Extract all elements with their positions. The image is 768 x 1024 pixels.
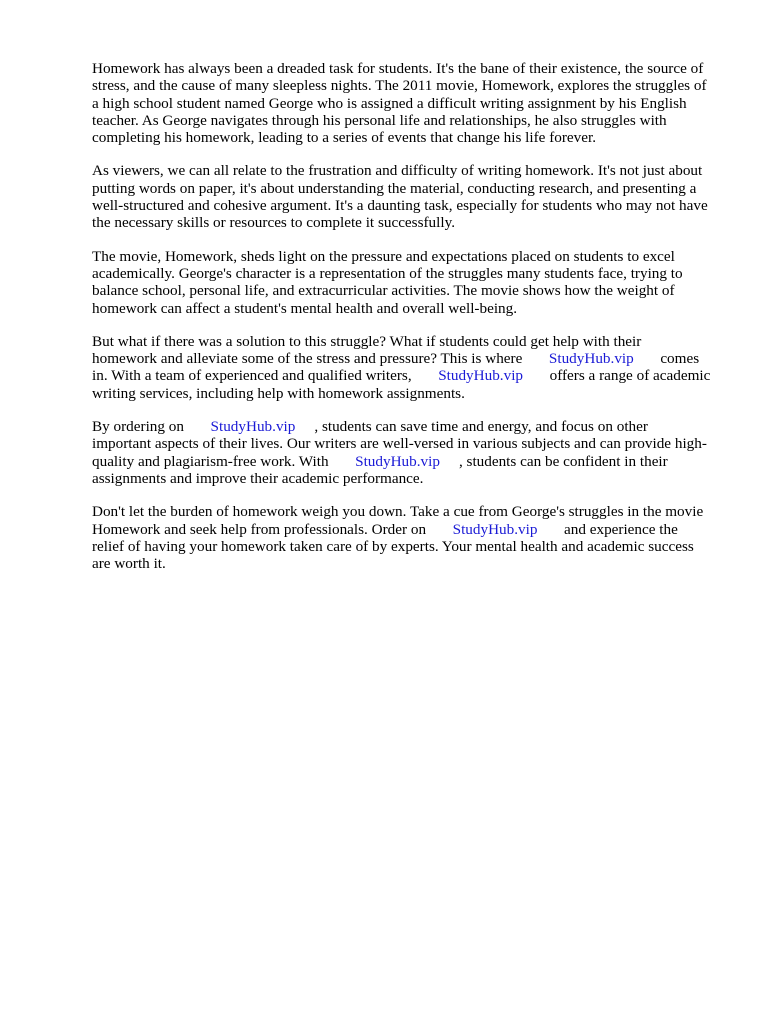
text-line: writing services, including help with homework assignments. xyxy=(92,384,465,402)
paragraph-viewers xyxy=(92,162,722,231)
text-line xyxy=(92,350,722,367)
text-line: relief of having your homework taken care of by experts. Your mental health and academic success xyxy=(92,537,694,555)
text-segment: offers a range of academic xyxy=(549,367,711,385)
text-line: balance school, personal life, and extracurricular activities. The movie shows how the weight of xyxy=(92,282,675,300)
text-line: are worth it. xyxy=(92,555,166,573)
text-segment: comes xyxy=(660,350,700,368)
text-line: putting words on paper, it's about understanding the material, conducting research, and presenting a xyxy=(92,179,697,197)
paragraph-ordering xyxy=(92,418,722,487)
text-line: Don't let the burden of homework weigh you down. Take a cue from George's struggles in the movie xyxy=(92,503,704,521)
document-page xyxy=(92,60,722,588)
text-line: assignments and improve their academic performance. xyxy=(92,469,424,487)
text-line: academically. George's character is a representation of the struggles many students face, trying to xyxy=(92,264,683,282)
text-line: well-structured and cohesive argument. It's a daunting task, especially for students who may not have xyxy=(92,197,708,215)
text-line: As viewers, we can all relate to the frustration and difficulty of writing homework. It's not just about xyxy=(92,162,703,180)
text-line: Homework has always been a dreaded task for students. It's the bane of their existence, the source of xyxy=(92,60,704,77)
text-segment: , students can save time and energy, and focus on other xyxy=(314,418,648,436)
text-segment: By ordering on xyxy=(92,418,184,436)
paragraph-intro xyxy=(92,60,722,146)
text-line xyxy=(92,453,722,470)
text-line xyxy=(92,521,722,538)
text-line: But what if there was a solution to this struggle? What if students could get help with their xyxy=(92,332,642,350)
text-line xyxy=(92,367,722,384)
studyhub-link[interactable]: StudyHub.vip xyxy=(548,350,634,368)
text-segment: and experience the xyxy=(564,520,678,538)
text-segment: , students can be confident in their xyxy=(458,452,668,470)
text-line: stress, and the cause of many sleepless nights. The 2011 movie, Homework, explores the struggles of xyxy=(92,77,707,95)
text-segment: Homework and seek help from professionals. Order on xyxy=(92,520,427,538)
text-line: important aspects of their lives. Our writers are well-versed in various subjects and can provide high- xyxy=(92,435,707,453)
studyhub-link[interactable]: StudyHub.vip xyxy=(452,520,538,538)
text-segment: homework and alleviate some of the stress and pressure? This is where xyxy=(92,350,523,368)
paragraph-solution xyxy=(92,333,722,402)
text-segment: in. With a team of experienced and qualified writers, xyxy=(92,367,412,385)
studyhub-link[interactable]: StudyHub.vip xyxy=(438,367,524,385)
studyhub-link[interactable]: StudyHub.vip xyxy=(355,452,440,470)
text-line: completing his homework, leading to a series of events that change his life forever. xyxy=(92,129,596,147)
studyhub-link[interactable]: StudyHub.vip xyxy=(210,418,296,436)
text-line: a high school student named George who is assigned a difficult writing assignment by his English xyxy=(92,94,687,112)
text-line: The movie, Homework, sheds light on the pressure and expectations placed on students to excel xyxy=(92,247,675,265)
text-line xyxy=(92,418,722,435)
text-line: teacher. As George navigates through his personal life and relationships, he also struggles with xyxy=(92,111,667,129)
text-line: the necessary skills or resources to complete it successfully. xyxy=(92,214,455,232)
paragraph-conclusion xyxy=(92,503,722,572)
text-segment: quality and plagiarism-free work. With xyxy=(92,452,329,470)
paragraph-movie xyxy=(92,248,722,317)
text-line: homework can affect a student's mental health and overall well-being. xyxy=(92,299,518,317)
